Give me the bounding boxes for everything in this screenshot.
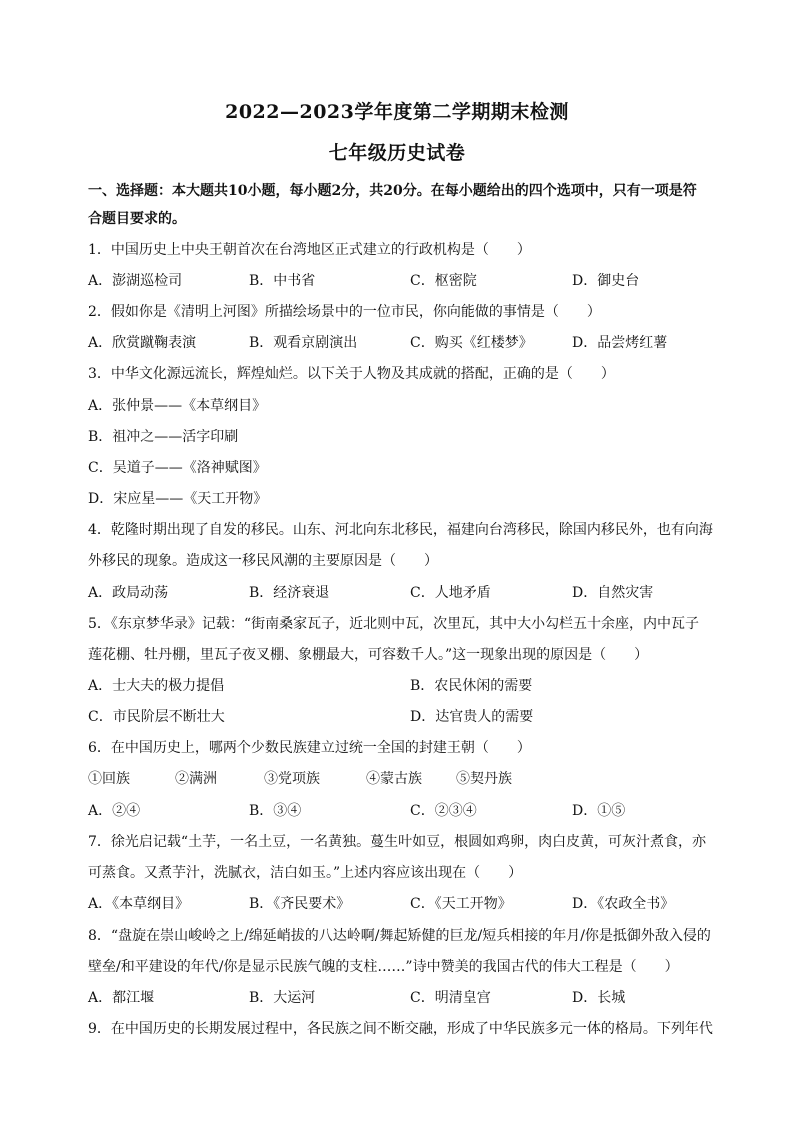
exam-subtitle: 七年级历史试卷 — [328, 142, 466, 164]
question-3-option-c: C．吴道子——《洛神赋图》 — [88, 460, 267, 476]
question-6-option-d: D．①⑤ — [572, 803, 626, 819]
question-5-options-row2 — [88, 706, 728, 726]
question-3-option-b: B．祖冲之——活字印刷 — [88, 429, 239, 445]
question-1-option-b: B．中书省 — [249, 273, 316, 289]
question-8-option-b: B．大运河 — [249, 990, 316, 1006]
question-9-stem-line1: 9．在中国历史的长期发展过程中，各民族之间不断交融，形成了中华民族多元一体的格局。下列年代 — [88, 1021, 713, 1037]
question-6-item-2: ②满洲 — [175, 771, 217, 787]
question-6-option-b: B．③④ — [249, 803, 302, 819]
question-7-stem-line1: 7．徐光启记载“土芋，一名土豆，一名黄独。蔓生叶如豆，根圆如鸡卵，肉白皮黄，可灰汁煮食，亦 — [88, 834, 707, 850]
question-3-option-a: A．张仲景——《本草纲目》 — [88, 398, 267, 414]
question-4-stem-line2: 外移民的现象。造成这一移民风潮的主要原因是（ ） — [88, 553, 438, 569]
question-3-option-d: D．宋应星——《天工开物》 — [88, 491, 268, 507]
question-6-option-a: A．②④ — [88, 803, 141, 819]
question-8-stem-line2: 壁垒/和平建设的年代/你是显示民族气魄的支柱……”诗中赞美的我国古代的伟大工程是（ ） — [88, 959, 679, 975]
question-1-options — [88, 270, 728, 290]
question-6-item-3: ③党项族 — [264, 771, 320, 787]
question-7-option-a: A．《本草纲目》 — [88, 896, 190, 912]
question-1-stem: 1．中国历史上中央王朝首次在台湾地区正式建立的行政机构是（ ） — [88, 242, 531, 258]
question-2-option-d: D．品尝烤红薯 — [572, 335, 668, 351]
question-7-stem-line2: 可蒸食。又煮芋汁，洗腻衣，洁白如玉。”上述内容应该出现在（ ） — [88, 865, 523, 881]
question-6-item-5: ⑤契丹族 — [456, 771, 512, 787]
question-5-option-d: D．达官贵人的需要 — [410, 709, 534, 725]
question-6-option-c: C．②③④ — [410, 803, 477, 819]
question-4-options — [88, 582, 728, 602]
question-4-option-a: A．政局动荡 — [88, 585, 169, 601]
question-2-options — [88, 332, 728, 352]
question-6-items — [88, 768, 728, 788]
question-2-option-b: B．观看京剧演出 — [249, 335, 358, 351]
question-5-option-a: A．士大夫的极力提倡 — [88, 678, 225, 694]
question-4-option-c: C．人地矛盾 — [410, 585, 491, 601]
question-6-item-4: ④蒙古族 — [366, 771, 422, 787]
question-5-option-c: C．市民阶层不断壮大 — [88, 709, 225, 725]
question-8-option-a: A．都江堰 — [88, 990, 155, 1006]
section-instructions-line1: 一、选择题：本大题共10小题，每小题2分，共20分。在每小题给出的四个选项中，只有一项是符 — [88, 183, 697, 199]
question-7-option-b: B．《齐民要术》 — [249, 896, 351, 912]
question-4-option-b: B．经济衰退 — [249, 585, 330, 601]
question-8-options — [88, 987, 728, 1007]
question-6-options — [88, 800, 728, 820]
question-3-stem: 3．中华文化源远流长，辉煌灿烂。以下关于人物及其成就的搭配，正确的是（ ） — [88, 366, 615, 382]
question-8-option-c: C．明清皇宫 — [410, 990, 491, 1006]
question-5-options-row1 — [88, 675, 728, 695]
question-7-option-c: C．《天工开物》 — [410, 896, 512, 912]
question-1-option-a: A．澎湖巡检司 — [88, 273, 183, 289]
question-2-option-a: A．欣赏蹴鞠表演 — [88, 335, 197, 351]
question-4-stem-line1: 4．乾隆时期出现了自发的移民。山东、河北向东北移民，福建向台湾移民，除国内移民外，也有向海 — [88, 522, 713, 538]
section-instructions-line2: 合题目要求的。 — [88, 211, 186, 227]
question-2-option-c: C．购买《红楼梦》 — [410, 335, 533, 351]
question-5-stem-line2: 莲花棚、牡丹棚，里瓦子夜叉棚、象棚最大，可容数千人。”这一现象出现的原因是（ ） — [88, 647, 649, 663]
question-6-stem: 6．在中国历史上，哪两个少数民族建立过统一全国的封建王朝（ ） — [88, 740, 531, 756]
question-7-options — [88, 893, 728, 913]
question-2-stem: 2．假如你是《清明上河图》所描绘场景中的一位市民，你向能做的事情是（ ） — [88, 304, 601, 320]
question-5-stem-line1: 5．《东京梦华录》记载：“街南桑家瓦子，近北则中瓦，次里瓦，其中大小勾栏五十余座，内中瓦子 — [88, 616, 700, 632]
question-5-option-b: B．农民休闲的需要 — [410, 678, 533, 694]
question-1-option-d: D．御史台 — [572, 273, 640, 289]
question-7-option-d: D．《农政全书》 — [572, 896, 675, 912]
question-8-stem-line1: 8．“盘旋在崇山峻岭之上/绵延峭拔的八达岭啊/舞起矫健的巨龙/短兵相接的年月/你是抵御外敌入侵的 — [88, 928, 711, 944]
question-4-option-d: D．自然灾害 — [572, 585, 654, 601]
question-8-option-d: D．长城 — [572, 990, 626, 1006]
question-6-item-1: ①回族 — [88, 771, 130, 787]
question-1-option-c: C．枢密院 — [410, 273, 477, 289]
exam-title: 2022—2023学年度第二学期期末检测 — [225, 101, 569, 123]
